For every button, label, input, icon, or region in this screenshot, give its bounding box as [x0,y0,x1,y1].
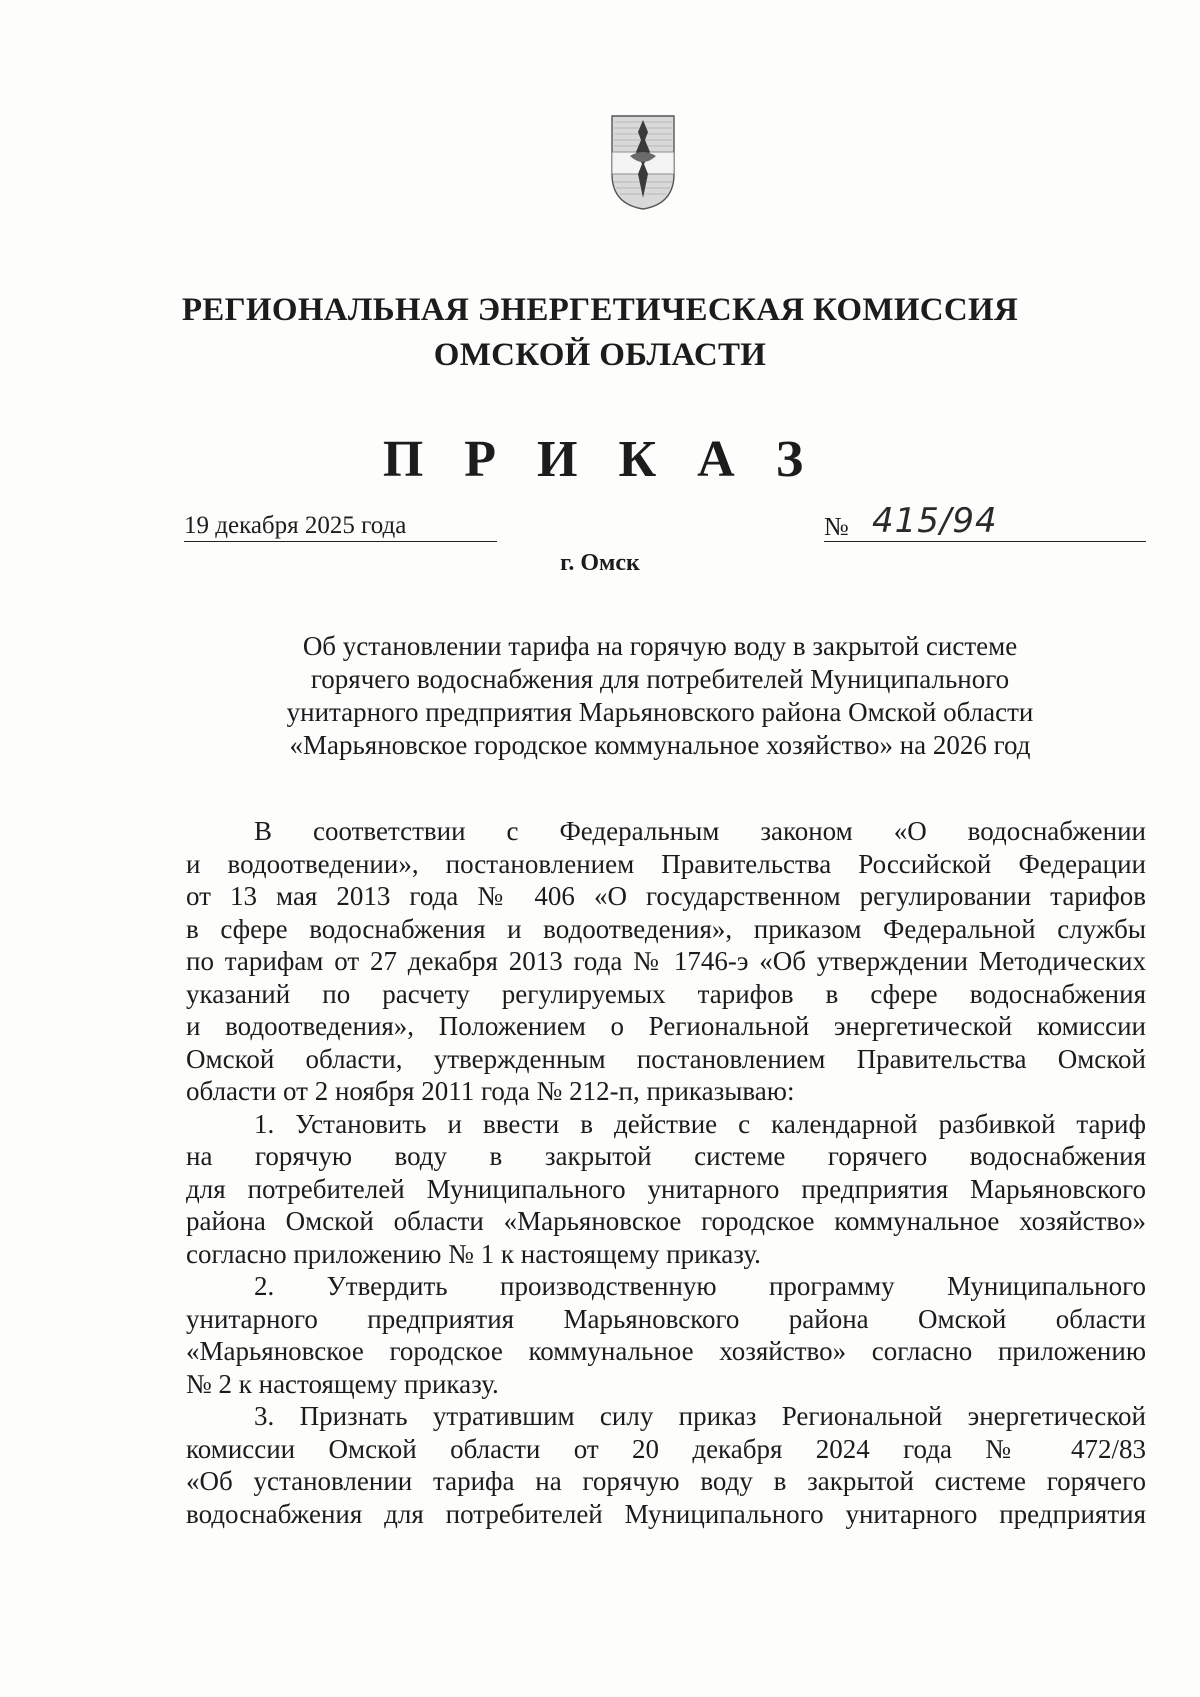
document-number-field [824,501,1146,542]
document-number-handwritten: 415/94 [872,501,998,541]
document-subject [180,630,1140,762]
document-date: 19 декабря 2025 года [184,512,497,542]
body-line: В соответствии с Федеральным законом «О водоснабжении [254,816,1146,846]
subject-line: унитарного предприятия Марьяновского района Омской области [286,697,1034,727]
body-line: 2. Утвердить производственную программу Муниципального [254,1271,1146,1301]
organization-name-line1: РЕГИОНАЛЬНАЯ ЭНЕРГЕТИЧЕСКАЯ КОМИССИЯ [181,292,1019,328]
coat-of-arms-icon [608,112,678,212]
body-line: «Марьяновское городское коммунальное хозяйство» согласно приложению [186,1336,1146,1366]
number-sign: № [824,512,849,541]
body-line: водоснабжения для потребителей Муниципального унитарного предприятия [186,1498,1146,1529]
body-line: для потребителей Муниципального унитарного предприятия Марьяновского [186,1173,1146,1204]
body-line: унитарного предприятия Марьяновского района Омской области [186,1303,1146,1334]
body-line: на горячую воду в закрытой системе горячего водоснабжения [186,1141,1146,1171]
body-line: 3. Признать утратившим силу приказ Региональной энергетической [254,1401,1146,1431]
item-2-paragraph [186,1270,1146,1400]
subject-line: Об установлении тарифа на горячую воду в закрытой системе [302,631,1018,661]
body-line: комиссии Омской области от 20 декабря 2024 года № 472/83 [186,1433,1146,1464]
body-line: и водоотведении», постановлением Правительства Российской Федерации [186,848,1146,879]
body-line: в сфере водоснабжения и водоотведения», приказом Федеральной службы [186,913,1146,944]
body-line: согласно приложению № 1 к настоящему приказу. [186,1238,761,1269]
body-line: района Омской области «Марьяновское городское коммунальное хозяйство» [186,1206,1146,1236]
item-3-paragraph [186,1400,1146,1530]
document-body [186,815,1146,1530]
subject-line: горячего водоснабжения для потребителей Муниципального [310,664,1010,694]
body-line: № 2 к настоящему приказу. [186,1368,499,1399]
body-line: от 13 мая 2013 года № 406 «О государственном регулировании тарифов [186,881,1146,911]
body-line: 1. Установить и ввести в действие с календарной разбивкой тариф [254,1108,1146,1139]
preamble-paragraph [186,815,1146,1108]
item-1-paragraph [186,1108,1146,1271]
body-line: и водоотведения», Положением о Региональной энергетической комиссии [186,1011,1146,1041]
document-city: г. Омск [560,550,640,576]
body-line: Омской области, утвержденным постановлением Правительства Омской [186,1043,1146,1074]
subject-line: «Марьяновское городское коммунальное хозяйство» на 2026 год [289,730,1031,760]
body-line: по тарифам от 27 декабря 2013 года № 1746-э «Об утверждении Методических [186,946,1146,976]
body-line: указаний по расчету регулируемых тарифов в сфере водоснабжения [186,978,1146,1009]
organization-name-line2: ОМСКОЙ ОБЛАСТИ [433,337,767,373]
body-line: области от 2 ноября 2011 года № 212-п, приказываю: [186,1076,795,1106]
document-type-title: П Р И К А З [382,431,818,488]
body-line: «Об установлении тарифа на горячую воду в закрытой системе горячего [186,1466,1146,1496]
